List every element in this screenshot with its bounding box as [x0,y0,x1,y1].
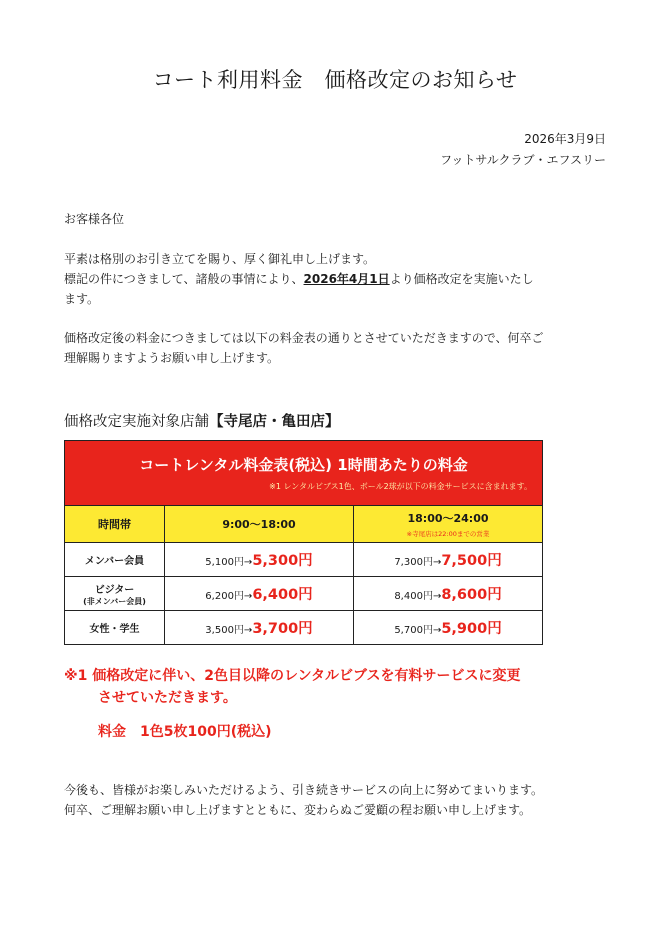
table-row [65,611,543,645]
sender-name: フットサルクラブ・エフスリー [440,153,606,167]
row-label-text: 女性・学生 [89,624,140,635]
effective-date: 2026年4月1日 [303,272,390,286]
price-table-header-note: ※1 レンタルビブス1色、ボール2球が以下の料金サービスに含まれます。 [269,482,533,491]
paragraph-intro-line2-after: より価格改定を実施いたし [389,272,534,286]
row-label [65,577,165,611]
price-cell [165,543,354,577]
closing-line2: 何卒、ご理解お願い申し上げますとともに、変わらぬご愛顧の程お願い申し上げます。 [64,803,532,817]
old-price: 8,400円→ [394,591,442,602]
row-label [65,611,165,645]
column-header-evening-note: ※寺尾店は22:00までの営業 [406,530,490,538]
paragraph-intro-line2-before: 標記の件につきまして、諸般の事情により、 [64,272,304,286]
new-price: 5,900円 [441,621,502,637]
old-price: 7,300円→ [394,557,442,568]
target-stores-label: 価格改定実施対象店舗 [64,414,209,430]
greeting: お客様各位 [64,212,125,226]
column-header-evening-label: 18:00〜24:00 [407,512,489,525]
new-price: 6,400円 [252,587,313,603]
paragraph-intro-line1: 平素は格別のお引き立てを賜り、厚く御礼申し上げます。 [64,252,376,266]
column-header-daytime: 9:00〜18:00 [165,506,354,543]
old-price: 6,200円→ [205,591,253,602]
target-stores-names: 【寺尾店・亀田店】 [209,414,340,430]
new-price: 8,600円 [441,587,502,603]
price-table-title: コートレンタル料金表(税込) 1時間あたりの料金 [139,456,468,474]
bibs-notice-line2: させていただきます。 [98,690,237,706]
paragraph-pricing-line1: 価格改定後の料金につきましては以下の料金表の通りとさせていただきますので、何卒ご [64,331,544,345]
price-cell [354,577,543,611]
column-header-time: 時間帯 [65,506,165,543]
paragraph-pricing-line2: 理解賜りますようお願い申し上げます。 [64,351,280,365]
row-label-sub: (非メンバー会員) [83,596,146,606]
paragraph-intro [64,249,609,309]
new-price: 5,300円 [252,553,313,569]
price-cell [354,543,543,577]
paragraph-intro-line2 [64,269,609,289]
old-price: 3,500円→ [205,625,253,636]
price-table-header [65,441,543,506]
new-price: 7,500円 [441,553,502,569]
column-header-evening [354,506,543,543]
page-title: コート利用料金 価格改定のお知らせ [152,68,518,92]
table-row [65,577,543,611]
price-cell [165,611,354,645]
old-price: 5,100円→ [205,557,253,568]
old-price: 5,700円→ [394,625,442,636]
closing-paragraph [64,780,609,820]
bibs-notice-line1: ※1 価格改定に伴い、2色目以降のレンタルビブスを有料サービスに変更 [64,668,521,684]
issue-date: 2026年3月9日 [524,132,606,146]
row-label-text: ビジター [94,584,135,596]
closing-line1: 今後も、皆様がお楽しみいただけるよう、引き続きサービスの向上に努めてまいります。 [64,783,544,797]
price-cell [354,611,543,645]
paragraph-intro-line3: ます。 [64,292,100,306]
paragraph-pricing [64,328,609,368]
bibs-notice [64,665,624,709]
target-stores-heading [64,410,340,431]
new-price: 3,700円 [252,621,313,637]
row-label [65,543,165,577]
price-table [64,440,543,645]
price-cell [165,577,354,611]
bibs-fee: 料金 1色5枚100円(税込) [98,724,272,740]
row-label-text: メンバー会員 [84,556,145,567]
table-row [65,543,543,577]
